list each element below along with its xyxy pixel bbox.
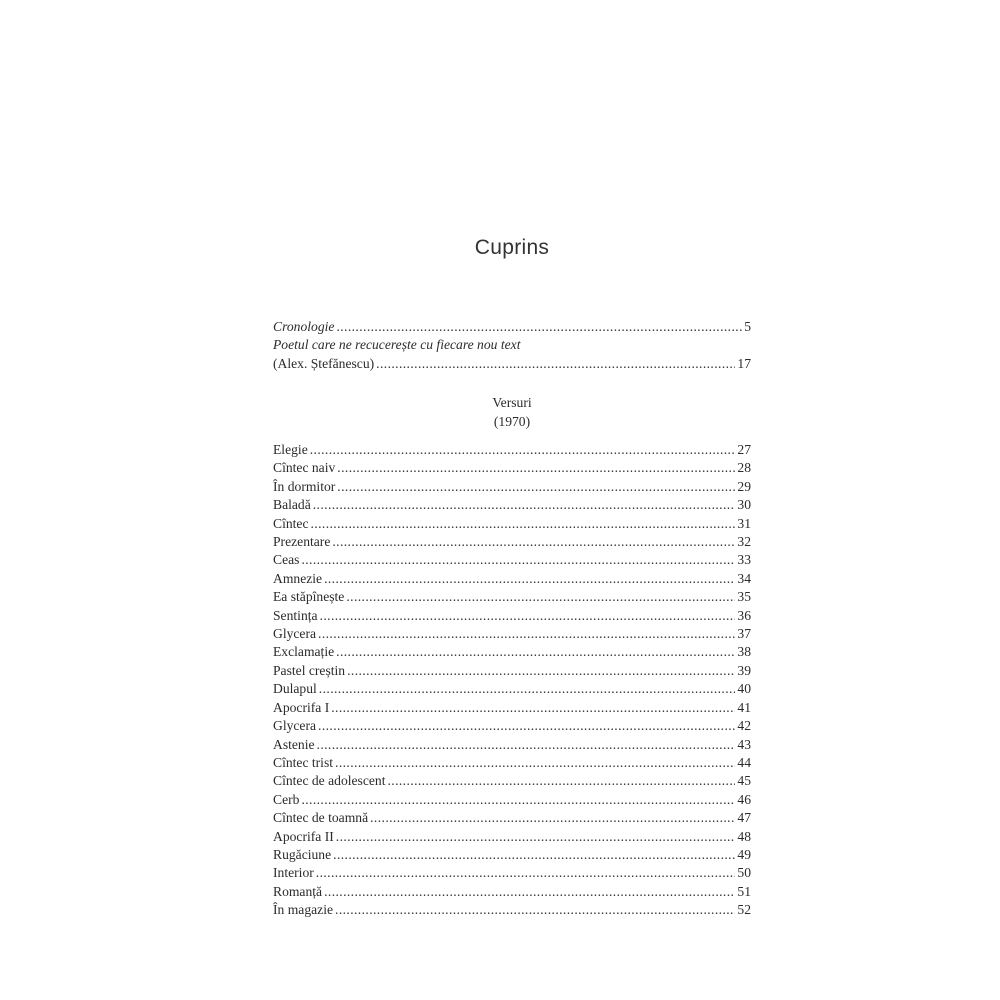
toc-entry [273,441,751,459]
toc-entry [273,570,751,588]
toc-entry [273,662,751,680]
toc-entry-label: Exclamație [273,644,335,660]
toc-entry-label: Interior [273,865,314,881]
toc-entry-label: Glycera [273,626,317,642]
dot-leader [346,588,735,606]
dot-leader [320,607,736,625]
toc-entry-label: Rugăciune [273,846,332,862]
toc-entry-page: 34 [737,570,751,586]
dot-leader [324,570,735,588]
toc-entry [273,828,751,846]
toc-entry-subtitle: Poetul care ne recucerește cu fiecare nou text [273,337,521,353]
toc-entry [273,699,751,717]
toc-entry [273,496,751,514]
toc-entry-page: 45 [737,773,751,789]
toc-entry-label: Cronologie [273,319,335,334]
toc-entry [273,717,751,735]
dot-leader [319,680,736,698]
section-name: Versuri [492,395,532,410]
dot-leader [317,736,736,754]
toc-entry-label: În magazie [273,902,334,918]
toc-entry-label: Romanță [273,883,323,899]
toc-entry-label: Baladă [273,497,311,513]
dot-leader [310,441,736,459]
dot-leader [301,791,735,809]
dot-leader [332,533,735,551]
toc-entry-label: Amnezie [273,570,323,586]
dot-leader [337,459,735,477]
dot-leader [316,864,736,882]
dot-leader [336,643,735,661]
toc-entry-page: 5 [744,319,751,334]
dot-leader [318,625,735,643]
dot-leader [324,883,735,901]
dot-leader [335,754,735,772]
toc-entry-page: 36 [737,607,751,623]
toc-entry-label: (Alex. Ștefănescu) [273,355,375,371]
toc-entry-label: Cerb [273,791,300,807]
toc-entry-page: 47 [737,810,751,826]
toc-entry-page: 50 [737,865,751,881]
toc-entry [273,772,751,790]
toc-entry-page: 17 [737,355,751,371]
toc-entry-label: Cîntec [273,515,309,531]
toc-entry-page: 52 [737,902,751,918]
toc-entry-page: 32 [737,534,751,550]
toc-entry-page: 40 [737,681,751,697]
toc-entry-label: Prezentare [273,534,331,550]
toc-entry-label: Ea stăpînește [273,589,345,605]
toc-entry [273,478,751,496]
poem-list [273,441,751,920]
toc-entry-page: 37 [737,626,751,642]
toc-entry [273,607,751,625]
toc-entry-page: 28 [737,460,751,476]
toc-entry-page: 27 [737,442,751,457]
toc-entry-page: 51 [737,883,751,899]
front-matter-list [273,318,751,373]
dot-leader [336,318,742,336]
toc-entry-label: Apocrifa I [273,699,330,715]
toc-entry-label: Astenie [273,736,315,752]
toc-entry-page: 42 [737,718,751,734]
toc-entry-page: 38 [737,644,751,660]
toc-entry-page: 43 [737,736,751,752]
toc-entry-label: Cîntec trist [273,754,334,770]
dot-leader [331,699,735,717]
toc-entry-page: 35 [737,589,751,605]
toc-entry-page: 31 [737,515,751,531]
dot-leader [313,496,736,514]
dot-leader [370,809,735,827]
toc-entry [273,754,751,772]
toc-entry [273,901,751,919]
dot-leader [301,551,735,569]
toc-entry-label: Sentința [273,607,318,623]
section-heading [273,394,751,431]
toc-entry-label: Apocrifa II [273,828,334,844]
dot-leader [376,355,735,373]
dot-leader [337,478,735,496]
toc-entry-page: 39 [737,662,751,678]
toc-entry-label: Cîntec de toamnă [273,810,369,826]
toc-entry [273,791,751,809]
toc-entry-label: Cîntec de adolescent [273,773,386,789]
toc-entry [273,736,751,754]
dot-leader [347,662,735,680]
toc-entry-label: Cîntec naiv [273,460,336,476]
toc-entry-label: Pastel creștin [273,662,346,678]
toc-entry-page: 49 [737,846,751,862]
toc-entry-label: Elegie [273,442,308,457]
toc-entry [273,533,751,551]
toc-entry-page: 30 [737,497,751,513]
dot-leader [333,846,735,864]
toc-entry-cronologie [273,318,751,336]
toc-entry [273,588,751,606]
toc-entry [273,459,751,477]
dot-leader [336,828,736,846]
toc-entry-preface [273,355,751,373]
toc-entry [273,625,751,643]
toc-entry [273,643,751,661]
toc-entry-page: 41 [737,699,751,715]
toc-entry-page: 46 [737,791,751,807]
dot-leader [387,772,735,790]
toc-entry [273,515,751,533]
toc-entry [273,809,751,827]
toc-entry-label: Ceas [273,552,300,568]
dot-leader [318,717,735,735]
toc-entry-page: 29 [737,478,751,494]
toc-entry-label: Glycera [273,718,317,734]
section-year: (1970) [493,413,531,429]
page-title: Cuprins [474,236,550,259]
dot-leader [311,515,736,533]
toc-entry [273,846,751,864]
toc-entry-page: 48 [737,828,751,844]
toc-entry [273,551,751,569]
toc-entry-page: 33 [737,552,751,568]
toc-entry [273,680,751,698]
toc-entry-label: În dormitor [273,478,336,494]
toc-entry-page: 44 [737,754,751,770]
toc-entry [273,864,751,882]
toc-entry [273,883,751,901]
dot-leader [335,901,735,919]
toc-entry-label: Dulapul [273,681,317,697]
